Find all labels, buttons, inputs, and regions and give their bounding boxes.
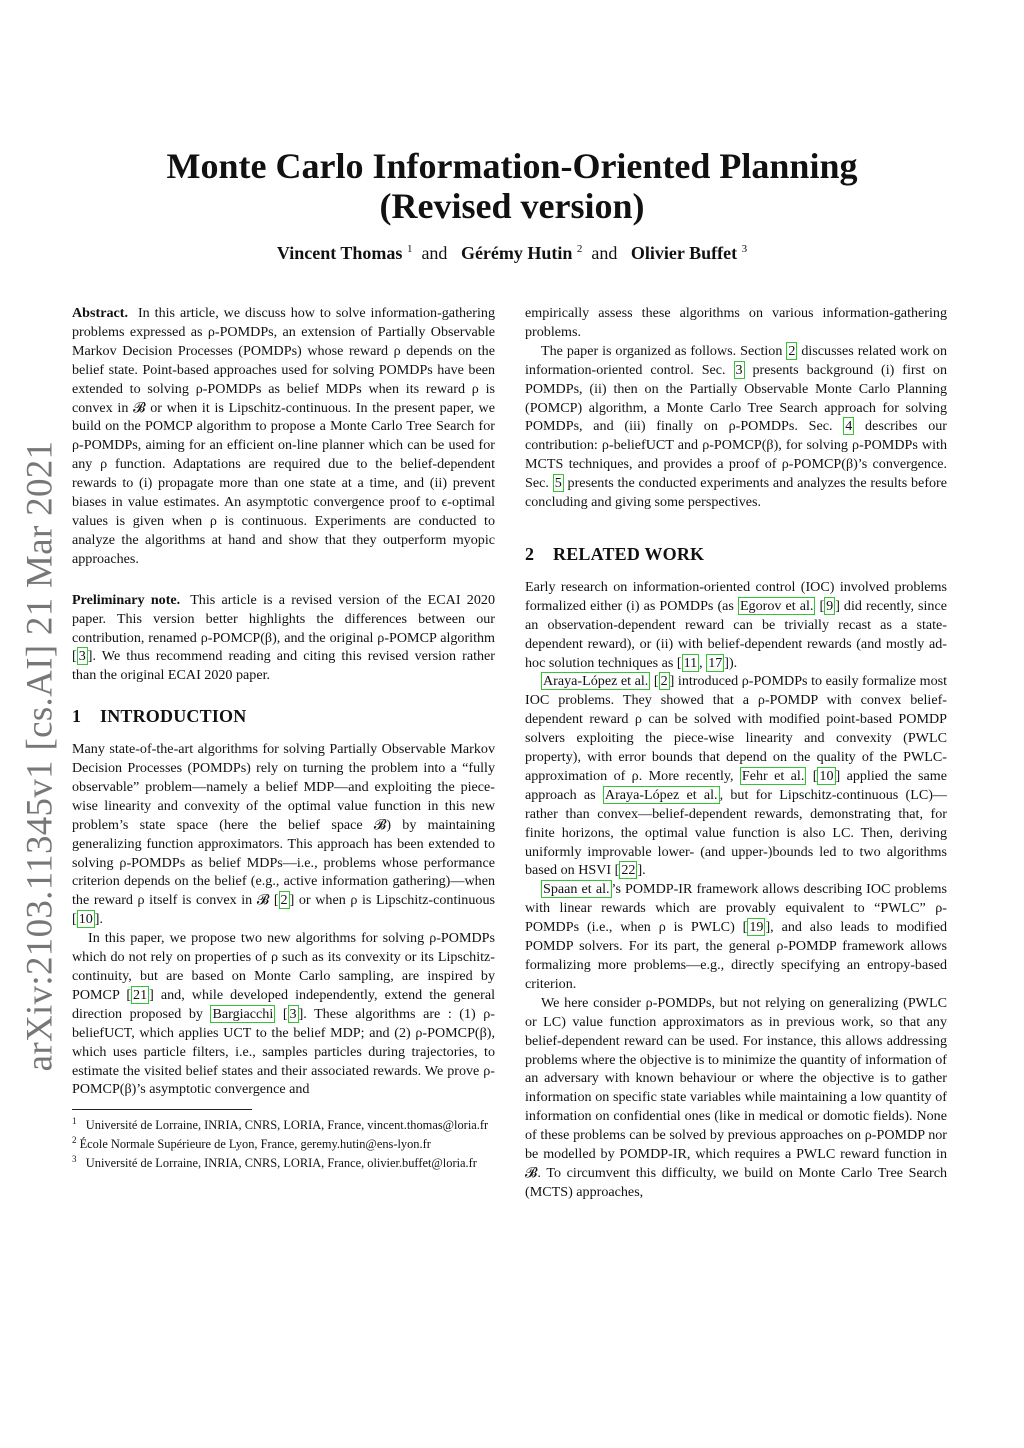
paragraph: empirically assess these algorithms on various information-gathering problems. xyxy=(525,305,947,340)
citation-link[interactable]: 10 xyxy=(819,767,834,784)
footnote: $^2$ École Normale Supérieure de Lyon, France, geremy.hutin@ens-lyon.fr xyxy=(72,1135,431,1152)
section-link[interactable]: 4 xyxy=(845,418,853,435)
citation-link[interactable]: 9 xyxy=(826,597,834,614)
paragraph: In this paper, we propose two new algorithms for solving ρ-POMDPs which do not rely on properties of ρ such as its convexity or its Lipschitz-continuity, but are based on Monte Carlo sampling, are inspired by POMCP [ 21 ] and, while developed independently, extend the general direction proposed by Bargiacchi [ 3 ]. These algorithms are : (1) ρ-beliefUCT, which applies UCT to the belief MDP; and (2) ρ-POMCP(β), which uses particle filters, i.e., samples particles during trajectories, to estimate the visited belief states and their associated rewards. We prove ρ-POMCP(β)’s asymptotic convergence and xyxy=(72,930,495,1098)
citation-link[interactable]: 22 xyxy=(621,862,636,879)
abstract-label: Abstract. xyxy=(72,305,128,321)
author-list xyxy=(0,243,1024,264)
citation-link[interactable]: 19 xyxy=(749,919,764,936)
author-name: Olivier Buffet xyxy=(630,243,738,263)
author-affiliation-mark: 2 xyxy=(576,243,583,255)
citation-link[interactable]: 3 xyxy=(289,1005,297,1022)
paragraph: Early research on information-oriented control (IOC) involved problems formalized either (i) as POMDPs (as Egorov et al. [ 9 ] did recently, since an observation-dependent reward can be trivially recast as a state-dependent reward), or (ii) with belief-dependent rewards (and mostly ad-hoc solution techniques as [ 11 , 17 ]). xyxy=(525,578,947,671)
paragraph: We here consider ρ-POMDPs, but not relying on generalizing (PWLC or LC) value function approximators as in previous work, so that any belief-dependent reward can be used. For instance, this allows addressing problems where the objective is to minimize the quantity of information of an adversary with known behaviour or where the objective is to gather information on specific state variables while maintaining a low quantity of information on confidential ones (like in medical or domotic fields). None of these problems can be solved by previous approaches on ρ-POMDP nor be modelled by POMDP-IR, which requires a PWLC reward function in 𝓑. To circumvent this difficulty, we build on Monte Carlo Tree Search (MCTS) approaches, xyxy=(525,994,947,1200)
arxiv-identifier: arXiv:2103.11345v1 [cs.AI] 21 Mar 2021 xyxy=(19,440,61,1072)
footnotes xyxy=(72,1114,495,1170)
citation-link[interactable]: 3 xyxy=(78,648,86,665)
citation-link[interactable]: Araya-López et al. xyxy=(543,673,649,690)
paper-title xyxy=(0,146,1024,226)
abstract xyxy=(72,304,495,569)
citation-link[interactable]: 17 xyxy=(708,654,723,671)
citation-link[interactable]: 11 xyxy=(683,654,698,671)
title-line-2: (Revised version) xyxy=(379,186,645,226)
left-column xyxy=(72,304,495,1171)
author-separator: and xyxy=(421,243,448,263)
citation-link[interactable]: Spaan et al. xyxy=(543,881,610,898)
author-affiliation-mark: 1 xyxy=(406,243,413,255)
paragraph: The paper is organized as follows. Section 2 discusses related work on information-oriented control. Sec. 3 presents background (i) first on POMDPs, (ii) then on the Partially Observable Monte Carlo Planning (POMCP) algorithm, a Monte Carlo Tree Search approach for solving POMDPs, and (iii) finally on ρ-POMDPs. Sec. 4 describes our contribution: ρ-beliefUCT and ρ-POMCP(β), for solving ρ-POMDPs with MCTS techniques, and provides a proof of ρ-POMCP(β)’s convergence. Sec. 5 presents the conducted experiments and analyzes the results before concluding and giving some perspectives. xyxy=(525,342,948,511)
abstract-text: In this article, we discuss how to solve information-gathering problems expressed as ρ-POMDPs, an extension of Partially Observable Markov Decision Processes (POMDPs) whose reward ρ depends on the belief state. Point-based approaches used for solving POMDPs have been extended to solving ρ-POMDPs as belief MDPs when its reward ρ is convex in 𝓑 or when it is Lipschitz-continuous. In the present paper, we build on the POMCP algorithm to propose a Monte Carlo Tree Search for ρ-POMDPs, aiming for an efficient on-line planner which can be used for any ρ function. Adaptations are required due to the belief-dependent rewards to (i) propagate more than one state at a time, and (ii) prevent biases in value estimates. An asymptotic convergence proof to ϵ-optimal values is given when ρ is continuous. Experiments are conducted to analyze the algorithms at hand and show that they outperform myopic approaches. xyxy=(72,305,495,567)
paragraph: Many state-of-the-art algorithms for solving Partially Observable Markov Decision Processes (POMDPs) rely on turning the problem into a “fully observable” problem—namely a belief MDP—and exploiting the piece-wise linearity and convexity of the optimal value function in this new problem’s state space (here the belief space 𝓑) by maintaining generalizing function approximators. This approach has been extended to solving ρ-POMDPs as belief MDPs—i.e., problems whose performance criterion depends on the belief (e.g., active information gathering)—when the reward ρ itself is convex in 𝓑 [ 2 ] or when ρ is Lipschitz-continuous [ 10 ]. xyxy=(72,741,495,928)
arxiv-sidebar-stamp xyxy=(14,440,66,1072)
preliminary-note: Preliminary note. This article is a revised version of the ECAI 2020 paper. This version better highlights the differences between our contribution, renamed ρ-POMCP(β), and the original ρ-POMCP algorithm [ 3 ]. We thus recommend reading and citing this revised version rather than the original ECAI 2020 paper. xyxy=(72,591,495,684)
citation-link[interactable]: Fehr et al. xyxy=(741,767,805,784)
author-name: Vincent Thomas xyxy=(276,243,403,263)
footnote: $^1$ Université de Lorraine, INRIA, CNRS, LORIA, France, vincent.thomas@loria.fr xyxy=(72,1116,489,1133)
author-affiliation-mark: 3 xyxy=(741,243,748,255)
paragraph: Araya-López et al. [ 2 ] introduced ρ-POMDPs to easily formalize most IOC problems. They showed that a ρ-POMDP with convex belief-dependent reward ρ can be solved with modified point-based POMDP solvers exploiting the piece-wise linearity and convexity (PWLC property), with error bounds that depend on the quality of the PWLC-approximation of ρ. More recently, Fehr et al. [ 10 ] applied the same approach as Araya-López et al. , but for Lipschitz-continuous (LC)—rather than convex—belief-dependent rewards, demonstrating that, for finite horizons, the optimal value function is also LC. Then, deriving uniformly improvable lower- (and upper-)bounds led to two algorithms based on HSVI [ 22 ]. xyxy=(525,673,948,879)
author-separator: and xyxy=(591,243,618,263)
citation-link[interactable]: 10 xyxy=(78,911,93,928)
citation-link[interactable]: 21 xyxy=(133,986,148,1003)
paragraph: Spaan et al. ’s POMDP-IR framework allows describing IOC problems with linear rewards which are provably equivalent to “PWLC” ρ-POMDPs (i.e., when ρ is PWLC) [ 19 ], and also leads to modified POMDP solvers. For its part, the general ρ-POMDP framework allows formalizing more problems—e.g., directly specifying an entropy-based criterion. xyxy=(525,881,947,992)
section-link[interactable]: 2 xyxy=(788,342,796,359)
title-line-1: Monte Carlo Information-Oriented Planning xyxy=(166,146,858,186)
footnote: $^3$ Université de Lorraine, INRIA, CNRS, LORIA, France, olivier.buffet@loria.fr xyxy=(72,1153,477,1170)
citation-link[interactable]: 2 xyxy=(280,892,288,909)
preliminary-note-label: Preliminary note. xyxy=(72,591,181,608)
citation-link[interactable]: Araya-López et al. xyxy=(604,786,718,803)
citation-link[interactable]: Egorov et al. xyxy=(739,597,814,614)
section-heading-related-work: 2 RELATED WORK xyxy=(525,543,705,564)
citation-link[interactable]: Bargiacchi xyxy=(212,1005,274,1022)
author-name: Gérémy Hutin xyxy=(460,243,573,263)
section-link[interactable]: 3 xyxy=(735,361,743,378)
footnote-rule xyxy=(72,1109,252,1110)
section-heading-introduction: 1 INTRODUCTION xyxy=(72,706,247,727)
citation-link[interactable]: 2 xyxy=(660,673,668,690)
right-column xyxy=(525,304,947,1202)
section-link[interactable]: 5 xyxy=(554,475,562,492)
